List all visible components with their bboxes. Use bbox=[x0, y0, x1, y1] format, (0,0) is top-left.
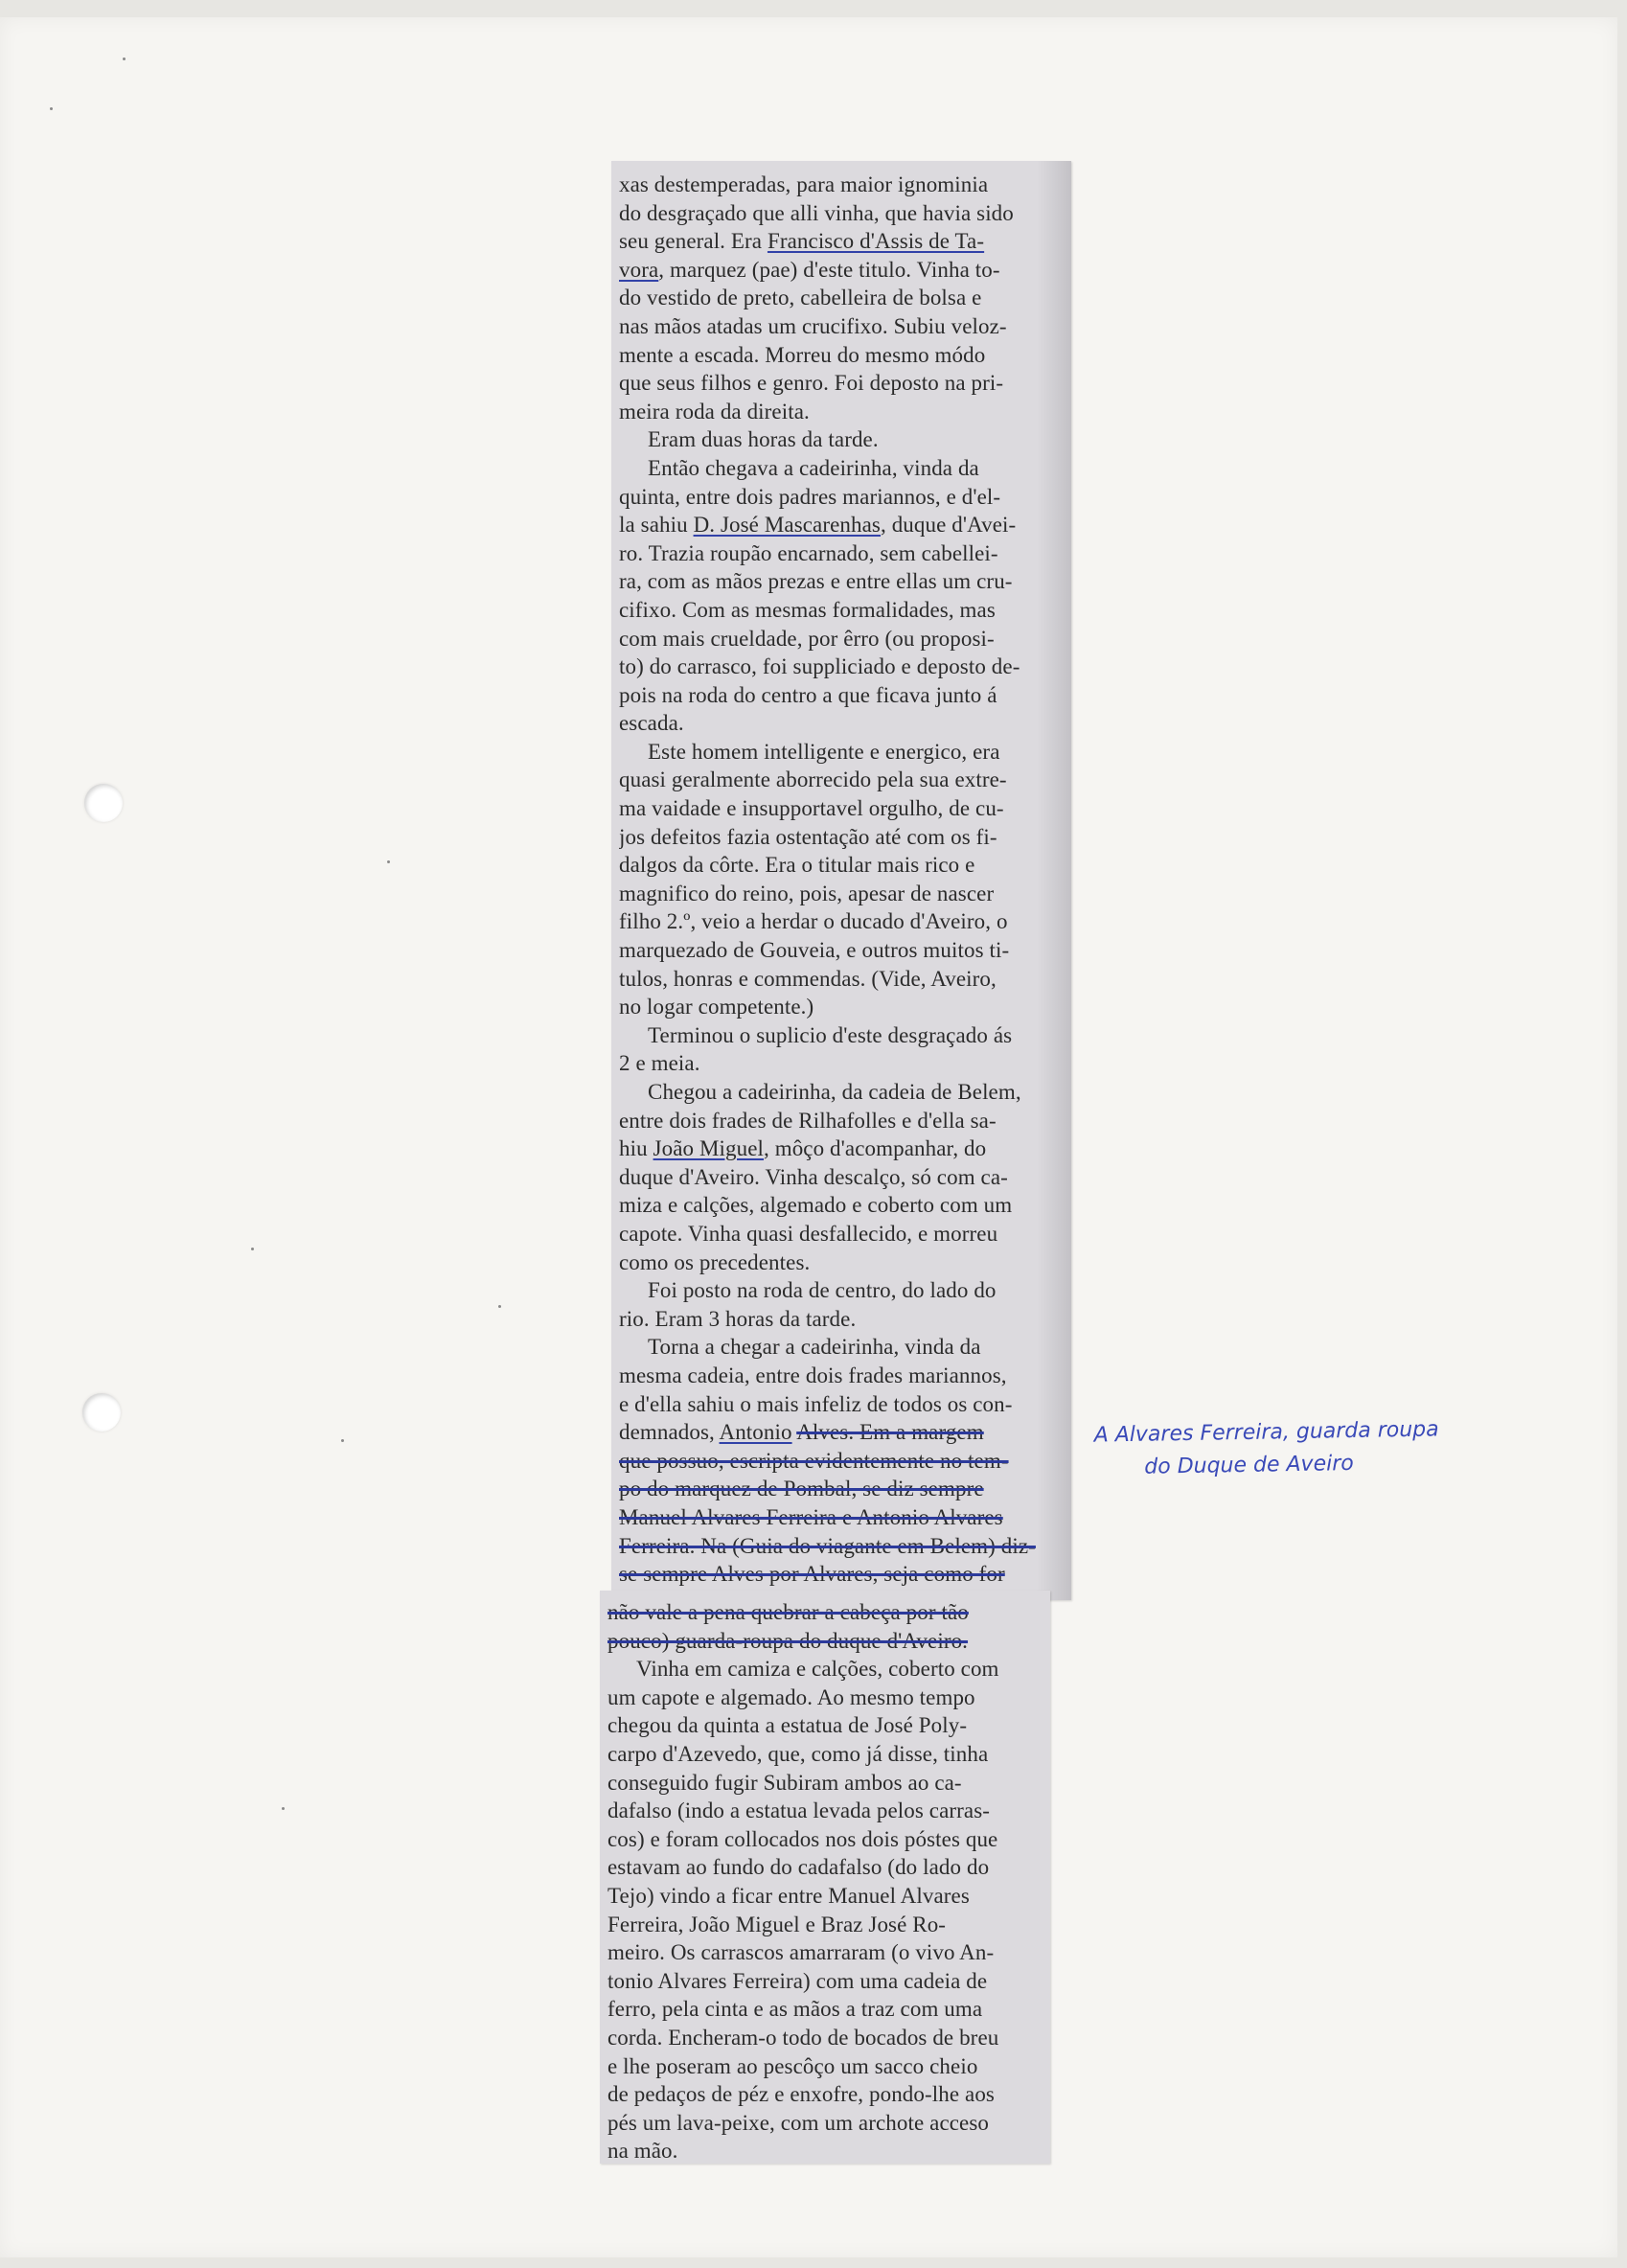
text-line: jos defeitos fazia ostentação até com os fi- bbox=[619, 824, 997, 849]
text-line: e lhe poseram ao pescôço um sacco cheio bbox=[607, 2053, 978, 2078]
text-line: mesma cadeia, entre dois frades mariannos, bbox=[619, 1363, 1007, 1387]
text-line: capote. Vinha quasi desfallecido, e morreu bbox=[619, 1221, 998, 1246]
text-line: dafalso (indo a estatua levada pelos carras- bbox=[607, 1798, 991, 1823]
paper-speck bbox=[251, 1248, 254, 1250]
text-line: chegou da quinta a estatua de José Poly- bbox=[607, 1713, 968, 1738]
text-line: hiu João Miguel, môço d'acompanhar, do bbox=[619, 1136, 987, 1161]
text-line: não vale a pena quebrar a cabeça por tão bbox=[607, 1600, 969, 1624]
text-line: xas destemperadas, para maior ignominia bbox=[619, 172, 989, 196]
text-line: meiro. Os carrascos amarraram (o vivo An- bbox=[607, 1940, 995, 1965]
text-line: quasi geralmente aborrecido pela sua extre- bbox=[619, 767, 1007, 792]
text-line: se sempre Alves por Alvares, seja como for bbox=[619, 1562, 1005, 1587]
text-line: po do marquez de Pombal, se diz sempre bbox=[619, 1477, 984, 1501]
text-line: 2 e meia. bbox=[619, 1051, 700, 1076]
text-line: Vinha em camiza e calções, coberto com bbox=[636, 1657, 999, 1682]
paper-speck bbox=[282, 1807, 285, 1810]
clipping-text-column bbox=[607, 1598, 1044, 2164]
margin-note-line: A Alvares Ferreira, guarda roupa bbox=[1093, 1417, 1439, 1448]
text-line: cos) e foram collocados nos dois póstes que bbox=[607, 1826, 998, 1851]
text-line: corda. Encheram-o todo de bocados de breu bbox=[607, 2025, 999, 2050]
text-line: seu general. Era Francisco d'Assis de Ta- bbox=[619, 229, 985, 254]
text-line: la sahiu D. José Mascarenhas, duque d'Avei- bbox=[619, 513, 1017, 538]
text-line: Este homem intelligente e energico, era bbox=[648, 739, 1000, 764]
punch-hole-upper bbox=[84, 784, 123, 822]
text-line: mente a escada. Morreu do mesmo módo bbox=[619, 342, 986, 367]
paper-speck bbox=[498, 1305, 501, 1308]
text-line: Manuel Alvares Ferreira e Antonio Alvares bbox=[619, 1504, 1003, 1529]
punch-hole-lower bbox=[82, 1393, 121, 1432]
text-line: pouco) guarda-roupa do duque d'Aveiro. bbox=[607, 1628, 969, 1653]
text-line: do vestido de preto, cabelleira de bolsa e bbox=[619, 286, 982, 310]
text-line: Então chegava a cadeirinha, vinda da bbox=[648, 455, 979, 480]
paper-speck bbox=[123, 57, 126, 60]
text-line: que possuo, escripta evidentemente no tem- bbox=[619, 1448, 1009, 1473]
text-line: e d'ella sahiu o mais infeliz de todos os con- bbox=[619, 1391, 1013, 1416]
text-line: rio. Eram 3 horas da tarde. bbox=[619, 1306, 857, 1331]
text-line: na mão. bbox=[607, 2139, 678, 2164]
clipping-text-column bbox=[619, 171, 1066, 1589]
text-line: tulos, honras e commendas. (Vide, Aveiro, bbox=[619, 966, 997, 991]
text-line: que seus filhos e genro. Foi deposto na pri- bbox=[619, 371, 1004, 396]
text-line: ma vaidade e insupportavel orgulho, de cu- bbox=[619, 796, 1004, 821]
text-line: do desgraçado que alli vinha, que havia sido bbox=[619, 200, 1014, 225]
text-line: de pedaços de péz e enxofre, pondo-lhe aos bbox=[607, 2082, 995, 2107]
text-line: pés um lava-peixe, com um archote acceso bbox=[607, 2110, 990, 2135]
text-line: nas mãos atadas um crucifixo. Subiu veloz- bbox=[619, 313, 1007, 338]
text-line: Tejo) vindo a ficar entre Manuel Alvares bbox=[607, 1883, 970, 1908]
text-line: Chegou a cadeirinha, da cadeia de Belem, bbox=[648, 1080, 1021, 1104]
text-line: carpo d'Azevedo, que, como já disse, tinha bbox=[607, 1741, 989, 1766]
text-line: to) do carrasco, foi suppliciado e deposto de- bbox=[619, 654, 1020, 679]
text-line: tonio Alvares Ferreira) com uma cadeia de bbox=[607, 1968, 988, 1993]
text-line: meira roda da direita. bbox=[619, 399, 810, 424]
text-line: filho 2.º, veio a herdar o ducado d'Aveiro, o bbox=[619, 909, 1008, 934]
text-line: marquezado de Gouveia, e outros muitos ti- bbox=[619, 938, 1010, 963]
paper-speck bbox=[387, 860, 390, 863]
text-line: Torna a chegar a cadeirinha, vinda da bbox=[648, 1335, 981, 1360]
text-line: ra, com as mãos prezas e entre ellas um cru- bbox=[619, 569, 1013, 594]
text-line: um capote e algemado. Ao mesmo tempo bbox=[607, 1684, 975, 1709]
text-line: estavam ao fundo do cadafalso (do lado do bbox=[607, 1855, 990, 1880]
text-line: Ferreira, João Miguel e Braz José Ro- bbox=[607, 1912, 947, 1936]
text-line: Terminou o suplicio d'este desgraçado ás bbox=[648, 1022, 1013, 1047]
text-line: magnifico do reino, pois, apesar de nascer bbox=[619, 881, 995, 905]
paper-speck bbox=[50, 107, 53, 110]
text-line: cifixo. Com as mesmas formalidades, mas bbox=[619, 597, 996, 622]
margin-note-line: do Duque de Aveiro bbox=[1144, 1451, 1354, 1479]
text-line: Eram duas horas da tarde. bbox=[648, 427, 879, 452]
text-line: no logar competente.) bbox=[619, 995, 814, 1019]
text-line: demnados, Antonio Alves. Em a margem bbox=[619, 1420, 984, 1445]
text-line: duque d'Aveiro. Vinha descalço, só com ca- bbox=[619, 1164, 1008, 1189]
handwritten-margin-note bbox=[1093, 1412, 1497, 1484]
text-line: quinta, entre dois padres mariannos, e d'el- bbox=[619, 484, 1001, 509]
newspaper-clipping-top bbox=[611, 161, 1071, 1600]
text-line: como os precedentes. bbox=[619, 1249, 811, 1274]
text-line: vora, marquez (pae) d'este titulo. Vinha to- bbox=[619, 257, 1000, 282]
text-line: com mais crueldade, por êrro (ou proposi- bbox=[619, 626, 995, 651]
text-line: Ferreira. Na (Guia do viagante em Belem) diz- bbox=[619, 1533, 1036, 1558]
clipping-shadow-edge bbox=[1037, 161, 1071, 1600]
text-line: conseguido fugir Subiram ambos ao ca- bbox=[607, 1770, 962, 1795]
newspaper-clipping-bottom bbox=[600, 1591, 1050, 2164]
text-line: pois na roda do centro a que ficava junto á bbox=[619, 682, 997, 707]
text-line: miza e calções, algemado e coberto com um bbox=[619, 1193, 1013, 1218]
text-line: ro. Trazia roupão encarnado, sem cabellei- bbox=[619, 540, 998, 565]
text-line: entre dois frades de Rilhafolles e d'ella sa- bbox=[619, 1108, 997, 1133]
text-line: Foi posto na roda de centro, do lado do bbox=[648, 1278, 997, 1303]
text-line: ferro, pela cinta e as mãos a traz com uma bbox=[607, 1997, 983, 2022]
paper-speck bbox=[341, 1439, 344, 1442]
text-line: escada. bbox=[619, 711, 684, 736]
text-line: dalgos da côrte. Era o titular mais rico e bbox=[619, 853, 975, 878]
